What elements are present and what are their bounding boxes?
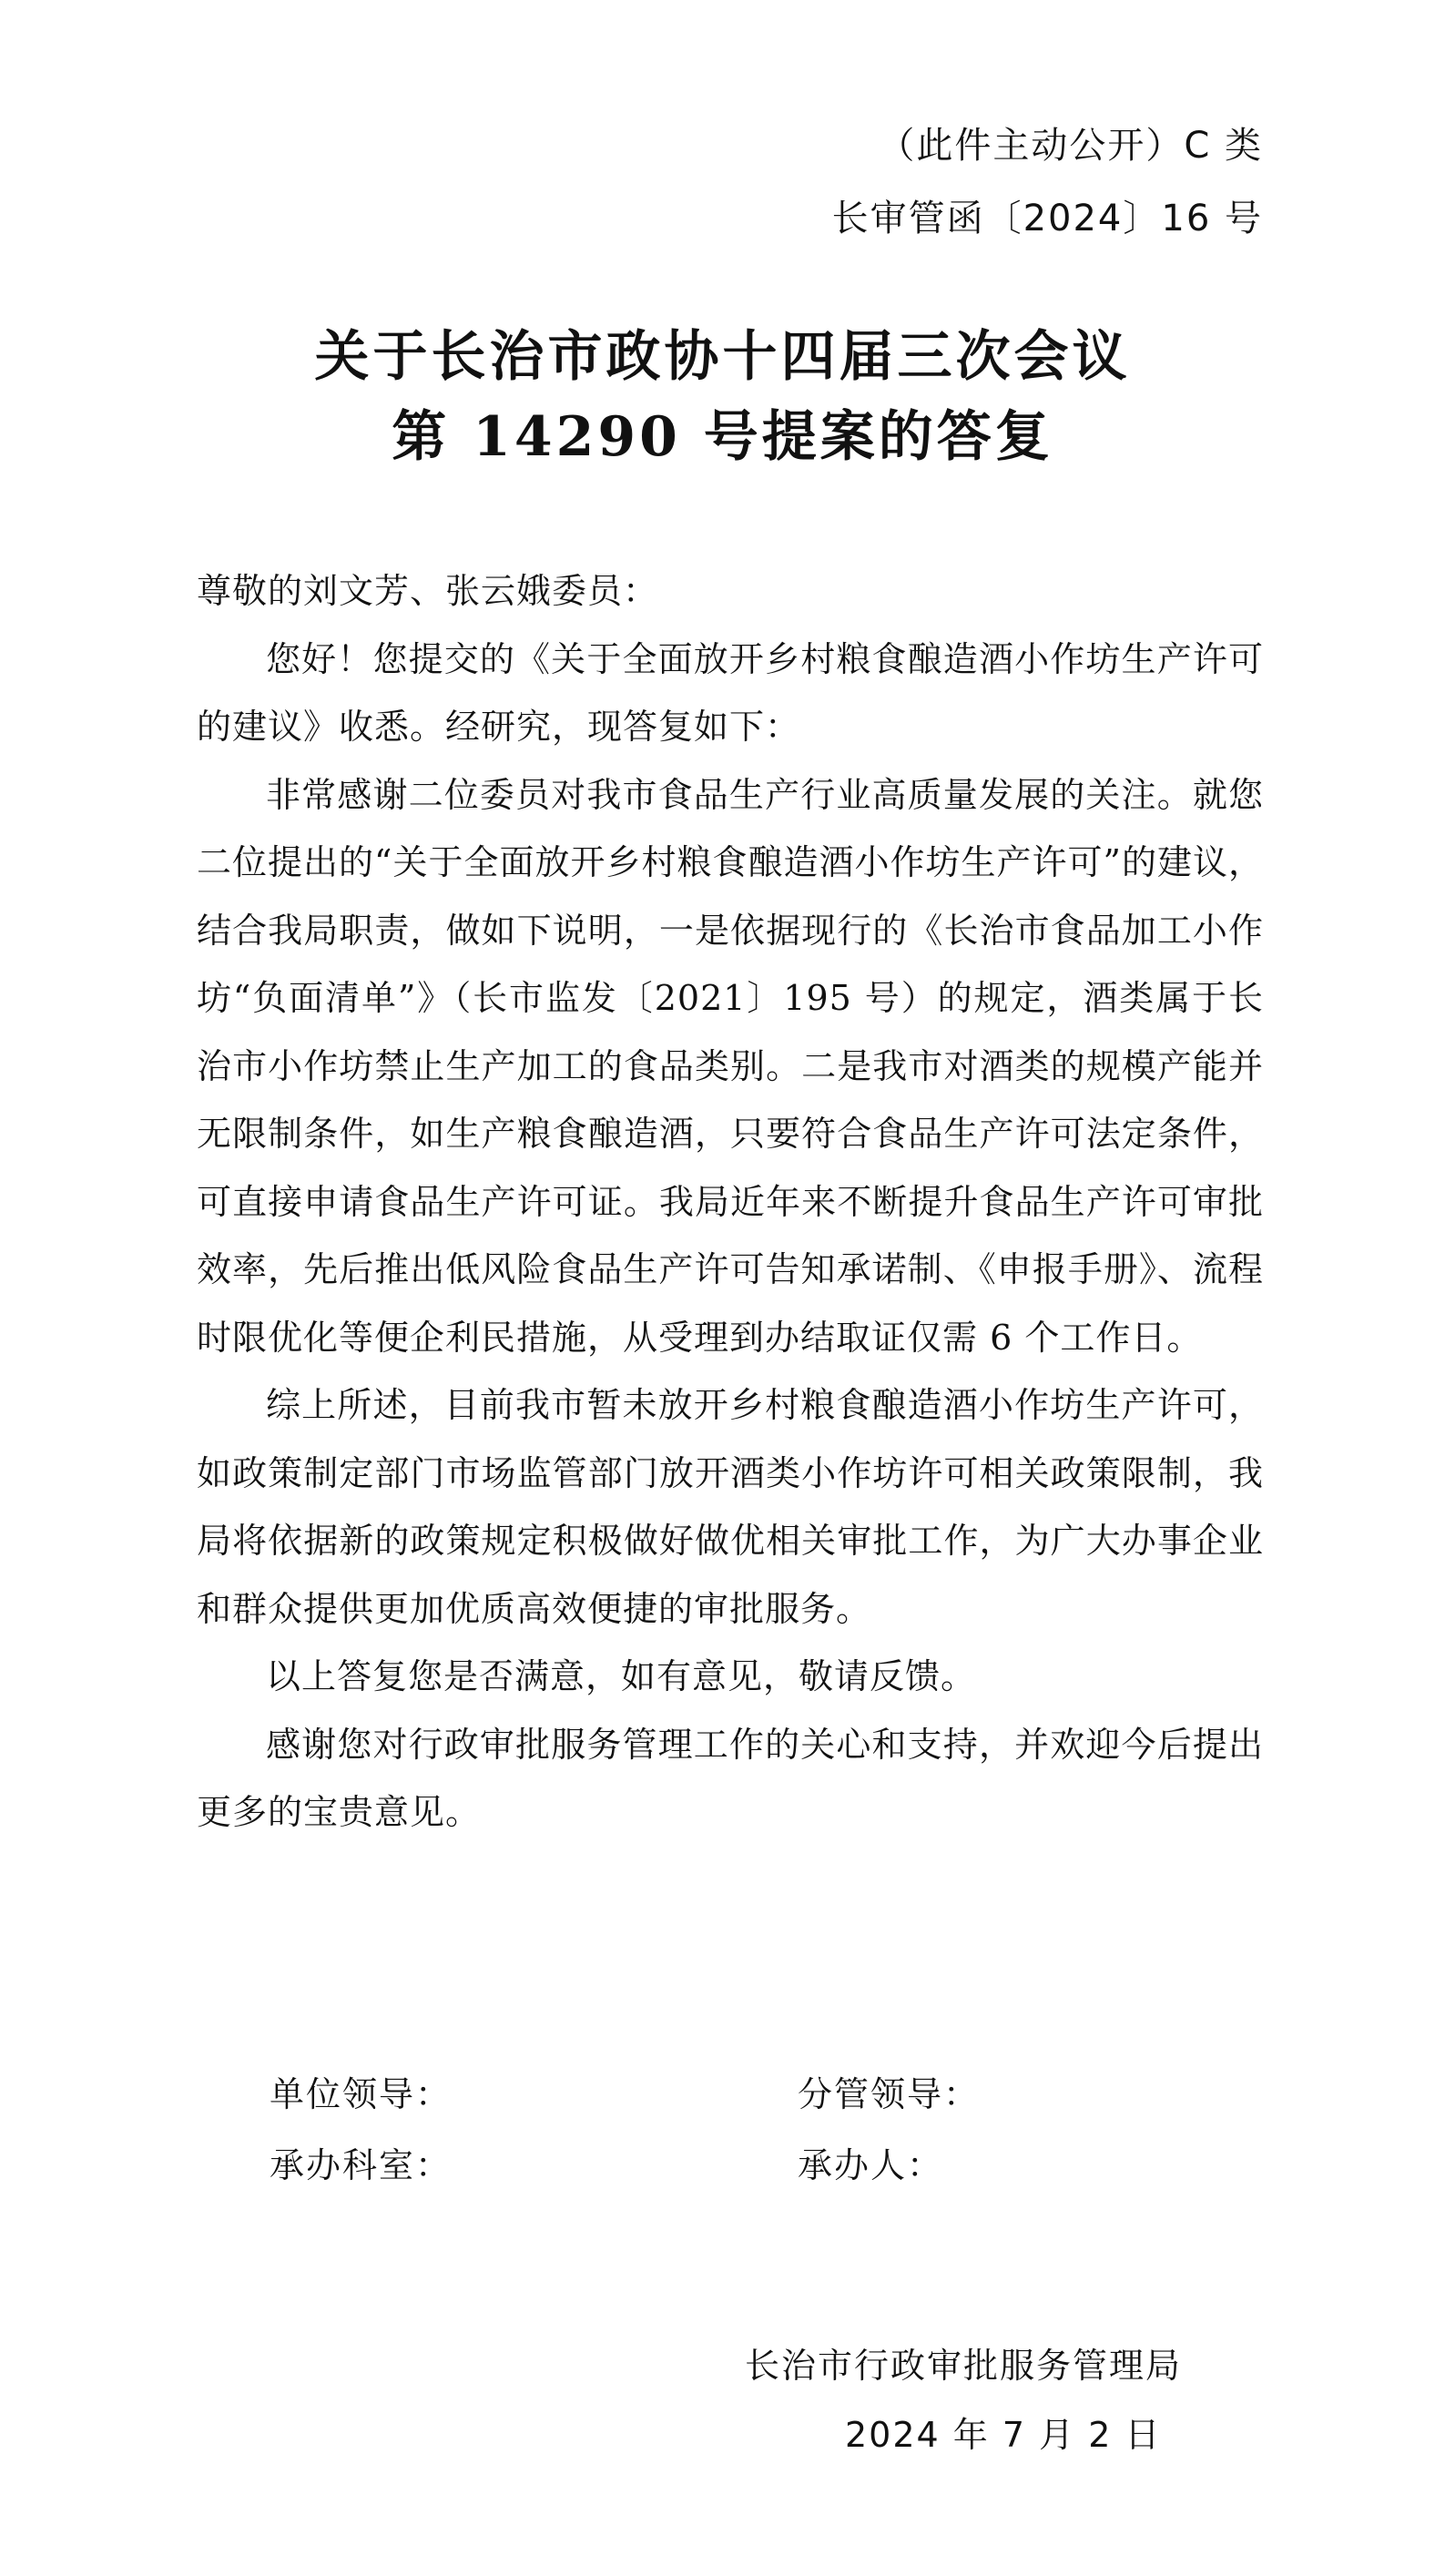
paragraph-summary: 综上所述，目前我市暂未放开乡村粮食酿造酒小作坊生产许可，如政策制定部门市场监管部门放开酒类小作坊许可相关政策限制，我局将依据新的政策规定积极做好做优相关审批工作，为广大办事企业和群众提供更加优质高效便捷的审批服务。 [197, 1385, 1264, 1629]
department-label: 承办科室： [270, 2145, 453, 2185]
issue-date: 2024 年 7 月 2 日 [845, 2415, 1162, 2455]
document-number: 长审管函〔2024〕16 号 [831, 198, 1263, 239]
document-title-line-2: 第 14290 号提案的答复 [392, 405, 1053, 469]
branch-leader-label: 分管领导： [798, 2074, 981, 2114]
handler-label: 承办人： [798, 2145, 944, 2185]
document-title-line-1: 关于长治市政协十四届三次会议 [314, 325, 1131, 389]
paragraph-explanation: 非常感谢二位委员对我市食品生产行业高质量发展的关注。就您二位提出的“关于全面放开乡村粮食酿造酒小作坊生产许可”的建议，结合我局职责，做如下说明，一是依据现行的《长治市食品加工小作坊“负面清单”》（长市监发〔2021〕195 号）的规定，酒类属于长治市小作坊禁止生产加工的食品类别。二是我市对酒类的规模产能并无限制条件，如生产粮食酿造酒，只要符合食品生产许可法定条件，可直接申请食品生产许可证。我局近年来不断提升食品生产许可审批效率，先后推出低风险食品生产许可告知承诺制、《申报手册》、流程时限优化等便企利民措施，从受理到办结取证仅需 6 个工作日。 [197, 774, 1264, 1358]
paragraph-thanks: 感谢您对行政审批服务管理工作的关心和支持，并欢迎今后提出更多的宝贵意见。 [197, 1724, 1264, 1832]
publication-mark: （此件主动公开）C 类 [878, 125, 1263, 167]
unit-leader-label: 单位领导： [270, 2074, 453, 2114]
issuing-authority: 长治市行政审批服务管理局 [745, 2346, 1183, 2386]
document-body [197, 557, 1264, 1847]
paragraph-feedback: 以上答复您是否满意，如有意见，敬请反馈。 [266, 1656, 977, 1696]
salutation: 尊敬的刘文芳、张云娥委员： [197, 571, 659, 611]
paragraph-greeting: 您好！您提交的《关于全面放开乡村粮食酿造酒小作坊生产许可的建议》收悉。经研究，现答复如下： [197, 638, 1264, 747]
